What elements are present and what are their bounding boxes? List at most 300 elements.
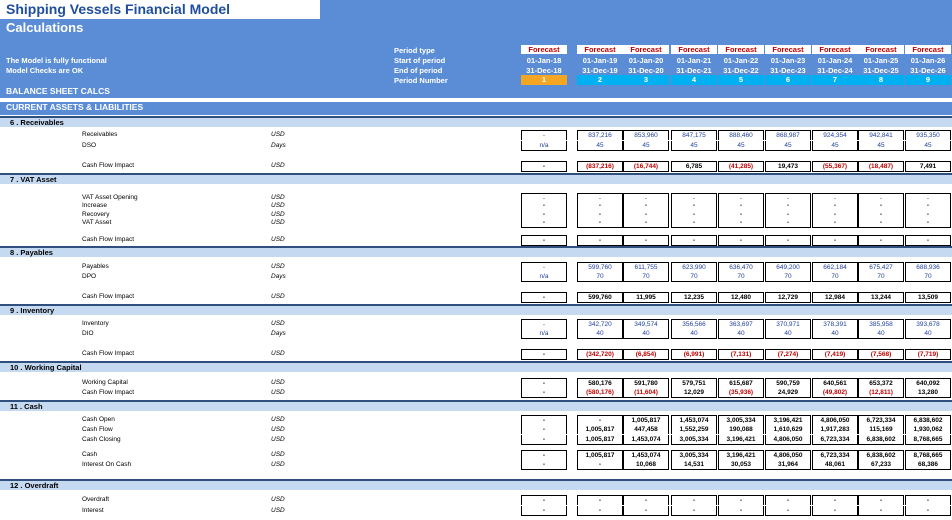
value-cell: n/a bbox=[521, 329, 567, 339]
section-title: 7 . VAT Asset bbox=[10, 175, 57, 184]
row-unit: USD bbox=[271, 389, 285, 396]
value-cell: 580,176 bbox=[577, 378, 623, 388]
value-cell: 615,687 bbox=[718, 378, 764, 388]
value-cell: 40 bbox=[718, 329, 764, 339]
period-type-cell: Forecast bbox=[812, 45, 858, 54]
value-cell: (55,367) bbox=[812, 161, 858, 172]
value-cell: - bbox=[521, 495, 567, 505]
value-cell: 3,005,334 bbox=[671, 450, 717, 460]
row-unit: USD bbox=[271, 194, 285, 201]
value-cell: 1,930,062 bbox=[905, 425, 951, 434]
row-label: Interest On Cash bbox=[82, 461, 132, 468]
value-cell: (6,991) bbox=[671, 349, 717, 360]
value-cell: - bbox=[858, 218, 904, 228]
row-unit: USD bbox=[271, 320, 285, 327]
period-start-cell: 01-Jan-18 bbox=[526, 56, 562, 65]
period-number-cell: 5 bbox=[718, 75, 764, 85]
row-unit: USD bbox=[271, 379, 285, 386]
value-cell: - bbox=[671, 193, 717, 203]
row-label: Cash Flow Impact bbox=[82, 162, 135, 169]
value-cell: 349,574 bbox=[623, 319, 669, 329]
row-label: DIO bbox=[82, 330, 94, 337]
value-cell: - bbox=[521, 415, 567, 425]
balance-sheet-calcs-title: BALANCE SHEET CALCS bbox=[6, 86, 110, 96]
value-cell: - bbox=[905, 506, 951, 516]
row-label: Receivables bbox=[82, 131, 118, 138]
value-cell: - bbox=[577, 218, 623, 228]
value-cell: 1,453,074 bbox=[623, 450, 669, 460]
value-cell: 6,838,602 bbox=[858, 450, 904, 460]
value-cell: (6,854) bbox=[623, 349, 669, 360]
period-start-cell: 01-Jan-21 bbox=[676, 56, 712, 65]
value-cell: - bbox=[718, 495, 764, 505]
value-cell: 3,005,334 bbox=[718, 415, 764, 425]
value-cell: 45 bbox=[812, 141, 858, 151]
value-cell: 356,566 bbox=[671, 319, 717, 329]
value-cell: 19,473 bbox=[765, 161, 811, 172]
value-cell: 45 bbox=[623, 141, 669, 151]
value-cell: (7,131) bbox=[718, 349, 764, 360]
value-cell: 12,480 bbox=[718, 292, 764, 303]
value-cell: - bbox=[858, 235, 904, 246]
value-cell: 649,200 bbox=[765, 262, 811, 272]
value-cell: 675,427 bbox=[858, 262, 904, 272]
row-unit: USD bbox=[271, 496, 285, 503]
value-cell: 4,806,050 bbox=[765, 435, 811, 445]
value-cell: 13,509 bbox=[905, 292, 951, 303]
page-subtitle: Calculations bbox=[6, 20, 84, 35]
value-cell: - bbox=[521, 460, 567, 470]
value-cell: (580,176) bbox=[577, 388, 623, 398]
value-cell: - bbox=[765, 235, 811, 246]
value-cell: 1,552,259 bbox=[671, 425, 717, 434]
value-cell: - bbox=[623, 235, 669, 246]
period-start-cell: 01-Jan-25 bbox=[863, 56, 899, 65]
value-cell: 40 bbox=[812, 329, 858, 339]
value-cell: (837,216) bbox=[577, 161, 623, 172]
value-cell: - bbox=[812, 193, 858, 203]
value-cell: - bbox=[718, 193, 764, 203]
row-unit: USD bbox=[271, 451, 285, 458]
value-cell: 6,785 bbox=[671, 161, 717, 172]
value-cell: 1,453,074 bbox=[623, 435, 669, 445]
period-type-cell: Forecast bbox=[858, 45, 904, 54]
value-cell: 45 bbox=[765, 141, 811, 151]
value-cell: 14,531 bbox=[671, 460, 717, 470]
value-cell: 30,053 bbox=[718, 460, 764, 470]
period-type-label: Period type bbox=[394, 46, 435, 55]
period-end-cell: 31-Dec-26 bbox=[910, 66, 946, 75]
value-cell: 70 bbox=[858, 272, 904, 282]
row-label: Overdraft bbox=[82, 496, 110, 503]
row-unit: Days bbox=[271, 330, 286, 337]
value-cell: 3,196,421 bbox=[718, 450, 764, 460]
value-cell: (11,604) bbox=[623, 388, 669, 398]
value-cell: - bbox=[765, 201, 811, 210]
value-cell: 6,723,334 bbox=[812, 450, 858, 460]
value-cell: 591,780 bbox=[623, 378, 669, 388]
value-cell: - bbox=[671, 506, 717, 516]
value-cell: - bbox=[623, 193, 669, 203]
value-cell: 942,841 bbox=[858, 130, 904, 140]
value-cell: 190,088 bbox=[718, 425, 764, 434]
value-cell: 1,005,817 bbox=[577, 435, 623, 445]
header-top-band bbox=[320, 0, 952, 19]
section-title: 8 . Payables bbox=[10, 248, 53, 257]
period-type-cell: Forecast bbox=[765, 45, 811, 54]
period-number-cell: 9 bbox=[905, 75, 951, 85]
value-cell: 13,244 bbox=[858, 292, 904, 303]
value-cell: - bbox=[521, 319, 567, 329]
value-cell: - bbox=[623, 201, 669, 210]
period-number-cell: 2 bbox=[577, 75, 623, 85]
value-cell: 8,768,665 bbox=[905, 450, 951, 460]
value-cell: - bbox=[718, 506, 764, 516]
value-cell: 70 bbox=[905, 272, 951, 282]
value-cell: - bbox=[812, 506, 858, 516]
row-label: Cash Flow Impact bbox=[82, 293, 135, 300]
period-end-cell: 31-Dec-23 bbox=[770, 66, 806, 75]
value-cell: - bbox=[718, 235, 764, 246]
row-unit: USD bbox=[271, 131, 285, 138]
row-label: Increase bbox=[82, 202, 107, 209]
value-cell: (7,419) bbox=[812, 349, 858, 360]
row-unit: Days bbox=[271, 273, 286, 280]
value-cell: - bbox=[623, 495, 669, 505]
value-cell: 13,280 bbox=[905, 388, 951, 398]
value-cell: 924,354 bbox=[812, 130, 858, 140]
value-cell: - bbox=[765, 495, 811, 505]
value-cell: 590,759 bbox=[765, 378, 811, 388]
value-cell: - bbox=[718, 201, 764, 210]
row-unit: USD bbox=[271, 436, 285, 443]
section-bar bbox=[0, 304, 952, 315]
value-cell: 12,984 bbox=[812, 292, 858, 303]
period-start-cell: 01-Jan-26 bbox=[910, 56, 946, 65]
period-end-cell: 31-Dec-18 bbox=[526, 66, 562, 75]
page-title: Shipping Vessels Financial Model bbox=[6, 1, 231, 17]
value-cell: - bbox=[812, 210, 858, 219]
value-cell: - bbox=[521, 262, 567, 272]
row-unit: USD bbox=[271, 426, 285, 433]
value-cell: - bbox=[765, 193, 811, 203]
value-cell: - bbox=[718, 210, 764, 219]
value-cell: 70 bbox=[718, 272, 764, 282]
row-unit: USD bbox=[271, 162, 285, 169]
value-cell: 45 bbox=[718, 141, 764, 151]
value-cell: 623,990 bbox=[671, 262, 717, 272]
value-cell: 611,755 bbox=[623, 262, 669, 272]
value-cell: 45 bbox=[577, 141, 623, 151]
row-unit: USD bbox=[271, 293, 285, 300]
value-cell: 1,610,629 bbox=[765, 425, 811, 434]
period-start-cell: 01-Jan-24 bbox=[817, 56, 853, 65]
value-cell: 342,720 bbox=[577, 319, 623, 329]
value-cell: - bbox=[521, 506, 567, 516]
period-type-cell: Forecast bbox=[577, 45, 623, 54]
value-cell: 115,169 bbox=[858, 425, 904, 434]
value-cell: 40 bbox=[858, 329, 904, 339]
value-cell: 70 bbox=[765, 272, 811, 282]
value-cell: - bbox=[671, 495, 717, 505]
value-cell: 70 bbox=[812, 272, 858, 282]
value-cell: - bbox=[521, 130, 567, 140]
row-unit: USD bbox=[271, 263, 285, 270]
row-label: Cash Flow Impact bbox=[82, 350, 135, 357]
value-cell: 3,005,334 bbox=[671, 435, 717, 445]
value-cell: - bbox=[521, 201, 567, 210]
value-cell: 6,723,334 bbox=[812, 435, 858, 445]
value-cell: 40 bbox=[577, 329, 623, 339]
value-cell: 45 bbox=[858, 141, 904, 151]
row-label: Recovery bbox=[82, 211, 110, 218]
value-cell: 31,964 bbox=[765, 460, 811, 470]
section-title: 11 . Cash bbox=[10, 402, 43, 411]
period-end-cell: 31-Dec-25 bbox=[863, 66, 899, 75]
value-cell: (35,936) bbox=[718, 388, 764, 398]
value-cell: (49,802) bbox=[812, 388, 858, 398]
row-unit: USD bbox=[271, 211, 285, 218]
value-cell: 847,175 bbox=[671, 130, 717, 140]
value-cell: 48,061 bbox=[812, 460, 858, 470]
value-cell: (12,811) bbox=[858, 388, 904, 398]
period-end-cell: 31-Dec-24 bbox=[817, 66, 853, 75]
value-cell: 67,233 bbox=[858, 460, 904, 470]
value-cell: 447,458 bbox=[623, 425, 669, 434]
value-cell: 393,678 bbox=[905, 319, 951, 329]
period-end-cell: 31-Dec-20 bbox=[628, 66, 664, 75]
period-end-cell: 31-Dec-21 bbox=[676, 66, 712, 75]
value-cell: (7,274) bbox=[765, 349, 811, 360]
period-number-label: Period Number bbox=[394, 76, 448, 85]
value-cell: 12,729 bbox=[765, 292, 811, 303]
value-cell: - bbox=[765, 506, 811, 516]
value-cell: - bbox=[671, 218, 717, 228]
value-cell: 24,929 bbox=[765, 388, 811, 398]
section-title: 6 . Receivables bbox=[10, 118, 64, 127]
value-cell: - bbox=[521, 161, 567, 172]
value-cell: 68,386 bbox=[905, 460, 951, 470]
value-cell: 45 bbox=[905, 141, 951, 151]
value-cell: 888,460 bbox=[718, 130, 764, 140]
value-cell: 370,971 bbox=[765, 319, 811, 329]
value-cell: - bbox=[812, 201, 858, 210]
value-cell: 662,184 bbox=[812, 262, 858, 272]
value-cell: 868,987 bbox=[765, 130, 811, 140]
value-cell: - bbox=[577, 415, 623, 425]
value-cell: 12,235 bbox=[671, 292, 717, 303]
value-cell: 12,029 bbox=[671, 388, 717, 398]
value-cell: 3,196,421 bbox=[718, 435, 764, 445]
value-cell: 599,760 bbox=[577, 262, 623, 272]
period-number-cell: 4 bbox=[671, 75, 717, 85]
value-cell: - bbox=[521, 388, 567, 398]
value-cell: 40 bbox=[671, 329, 717, 339]
value-cell: 40 bbox=[905, 329, 951, 339]
value-cell: - bbox=[623, 506, 669, 516]
value-cell: (342,720) bbox=[577, 349, 623, 360]
value-cell: - bbox=[577, 506, 623, 516]
section-bar bbox=[0, 479, 952, 490]
current-assets-title: CURRENT ASSETS & LIABILITIES bbox=[6, 102, 144, 112]
value-cell: - bbox=[905, 218, 951, 228]
value-cell: 378,391 bbox=[812, 319, 858, 329]
row-label: Interest bbox=[82, 507, 104, 514]
section-title: 10 . Working Capital bbox=[10, 363, 82, 372]
section-title: 12 . Overdraft bbox=[10, 481, 59, 490]
value-cell: 4,806,050 bbox=[812, 415, 858, 425]
section-bar bbox=[0, 400, 952, 411]
value-cell: 1,005,817 bbox=[577, 450, 623, 460]
row-unit: Days bbox=[271, 142, 286, 149]
value-cell: - bbox=[671, 201, 717, 210]
value-cell: - bbox=[577, 460, 623, 470]
value-cell: - bbox=[521, 450, 567, 460]
value-cell: (41,285) bbox=[718, 161, 764, 172]
value-cell: 837,216 bbox=[577, 130, 623, 140]
end-of-period-label: End of period bbox=[394, 66, 443, 75]
value-cell: - bbox=[671, 235, 717, 246]
value-cell: - bbox=[671, 210, 717, 219]
value-cell: 40 bbox=[765, 329, 811, 339]
value-cell: - bbox=[858, 506, 904, 516]
status-line-checks: Model Checks are OK bbox=[6, 66, 84, 75]
value-cell: (7,719) bbox=[905, 349, 951, 360]
row-unit: USD bbox=[271, 350, 285, 357]
row-unit: USD bbox=[271, 416, 285, 423]
value-cell: 935,350 bbox=[905, 130, 951, 140]
period-start-cell: 01-Jan-22 bbox=[723, 56, 759, 65]
row-label: Cash Open bbox=[82, 416, 115, 423]
value-cell: - bbox=[623, 210, 669, 219]
value-cell: - bbox=[521, 435, 567, 445]
period-type-cell: Forecast bbox=[671, 45, 717, 54]
value-cell: 11,995 bbox=[623, 292, 669, 303]
value-cell: - bbox=[521, 292, 567, 303]
value-cell: 640,561 bbox=[812, 378, 858, 388]
value-cell: 653,372 bbox=[858, 378, 904, 388]
value-cell: 45 bbox=[671, 141, 717, 151]
row-label: VAT Asset bbox=[82, 219, 112, 226]
value-cell: (16,744) bbox=[623, 161, 669, 172]
value-cell: 3,196,421 bbox=[765, 415, 811, 425]
value-cell: 8,768,665 bbox=[905, 435, 951, 445]
value-cell: 7,491 bbox=[905, 161, 951, 172]
period-end-cell: 31-Dec-22 bbox=[723, 66, 759, 75]
period-number-cell: 3 bbox=[623, 75, 669, 85]
value-cell: - bbox=[905, 495, 951, 505]
value-cell: 10,068 bbox=[623, 460, 669, 470]
period-type-cell: Forecast bbox=[905, 45, 951, 54]
period-start-cell: 01-Jan-23 bbox=[770, 56, 806, 65]
value-cell: - bbox=[812, 218, 858, 228]
value-cell: - bbox=[577, 201, 623, 210]
row-unit: USD bbox=[271, 236, 285, 243]
value-cell: - bbox=[858, 193, 904, 203]
value-cell: - bbox=[858, 210, 904, 219]
row-label: VAT Asset Opening bbox=[82, 194, 138, 201]
period-start-cell: 01-Jan-20 bbox=[628, 56, 664, 65]
value-cell: - bbox=[623, 218, 669, 228]
value-cell: 6,723,334 bbox=[858, 415, 904, 425]
start-of-period-label: Start of period bbox=[394, 56, 446, 65]
value-cell: 6,838,602 bbox=[905, 415, 951, 425]
value-cell: 599,760 bbox=[577, 292, 623, 303]
row-unit: USD bbox=[271, 219, 285, 226]
value-cell: - bbox=[765, 218, 811, 228]
value-cell: - bbox=[521, 425, 567, 434]
value-cell: n/a bbox=[521, 272, 567, 282]
row-label: Cash bbox=[82, 451, 98, 458]
row-label: Cash Flow bbox=[82, 426, 113, 433]
row-label: Cash Flow Impact bbox=[82, 236, 135, 243]
value-cell: 1,917,283 bbox=[812, 425, 858, 434]
value-cell: - bbox=[521, 235, 567, 246]
row-label: DSO bbox=[82, 142, 97, 149]
section-bar bbox=[0, 246, 952, 257]
value-cell: 688,936 bbox=[905, 262, 951, 272]
value-cell: - bbox=[905, 201, 951, 210]
section-title: 9 . Inventory bbox=[10, 306, 55, 315]
value-cell: 1,005,817 bbox=[577, 425, 623, 434]
value-cell: 70 bbox=[577, 272, 623, 282]
value-cell: (7,568) bbox=[858, 349, 904, 360]
value-cell: - bbox=[521, 378, 567, 388]
value-cell: 853,960 bbox=[623, 130, 669, 140]
period-type-cell: Forecast bbox=[521, 45, 567, 54]
value-cell: - bbox=[812, 235, 858, 246]
row-label: Payables bbox=[82, 263, 109, 270]
section-bar bbox=[0, 116, 952, 127]
value-cell: 1,005,817 bbox=[623, 415, 669, 425]
value-cell: 636,470 bbox=[718, 262, 764, 272]
value-cell: - bbox=[905, 210, 951, 219]
period-number-cell: 8 bbox=[858, 75, 904, 85]
value-cell: - bbox=[812, 495, 858, 505]
period-number-cell: 6 bbox=[765, 75, 811, 85]
value-cell: 640,092 bbox=[905, 378, 951, 388]
value-cell: - bbox=[521, 349, 567, 360]
value-cell: (18,487) bbox=[858, 161, 904, 172]
value-cell: - bbox=[577, 495, 623, 505]
value-cell: - bbox=[521, 210, 567, 219]
row-label: DPO bbox=[82, 273, 97, 280]
period-type-cell: Forecast bbox=[718, 45, 764, 54]
section-bar bbox=[0, 361, 952, 372]
period-start-cell: 01-Jan-19 bbox=[582, 56, 618, 65]
value-cell: - bbox=[577, 193, 623, 203]
row-label: Cash Flow Impact bbox=[82, 389, 135, 396]
row-label: Cash Closing bbox=[82, 436, 121, 443]
period-type-cell: Forecast bbox=[623, 45, 669, 54]
value-cell: 4,806,050 bbox=[765, 450, 811, 460]
period-end-cell: 31-Dec-19 bbox=[582, 66, 618, 75]
value-cell: 1,453,074 bbox=[671, 415, 717, 425]
row-label: Inventory bbox=[82, 320, 109, 327]
row-unit: USD bbox=[271, 507, 285, 514]
value-cell: 6,838,602 bbox=[858, 435, 904, 445]
value-cell: - bbox=[765, 210, 811, 219]
value-cell: - bbox=[858, 201, 904, 210]
value-cell: - bbox=[718, 218, 764, 228]
value-cell: - bbox=[521, 218, 567, 228]
row-unit: USD bbox=[271, 461, 285, 468]
row-unit: USD bbox=[271, 202, 285, 209]
value-cell: 40 bbox=[623, 329, 669, 339]
value-cell: 363,697 bbox=[718, 319, 764, 329]
section-bar bbox=[0, 173, 952, 184]
value-cell: 579,751 bbox=[671, 378, 717, 388]
